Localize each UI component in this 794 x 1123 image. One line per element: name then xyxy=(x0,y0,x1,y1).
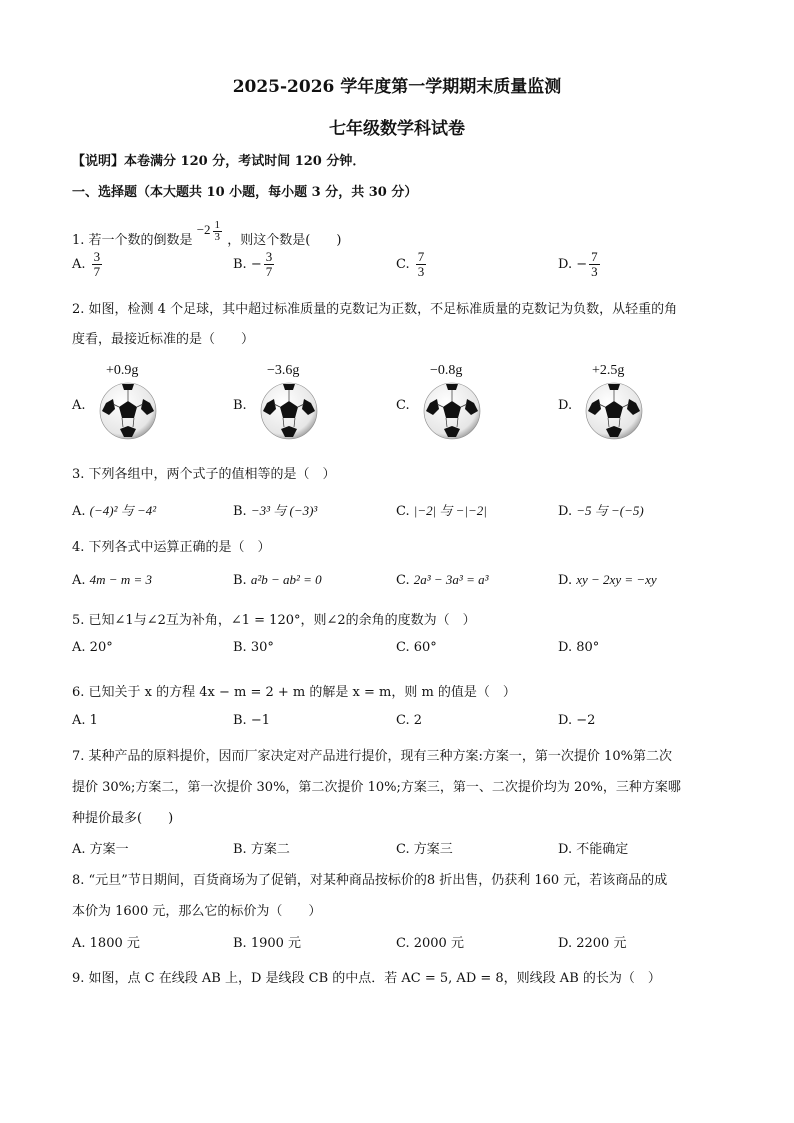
question-2-option-c-weight: −0.8g xyxy=(430,363,463,378)
exam-subtitle: 七年级数学科试卷 xyxy=(329,119,465,139)
question-5-option-c[interactable]: C. 60° xyxy=(396,640,437,655)
question-5-option-d[interactable]: D. 80° xyxy=(558,640,600,655)
question-3-option-a[interactable]: A. (−4)² 与 −4² xyxy=(72,503,157,519)
question-8-option-c[interactable]: C. 2000 元 xyxy=(396,936,464,951)
question-2-option-c-letter[interactable]: C. xyxy=(396,398,410,413)
question-2-line-1: 2. 如图，检测 4 个足球，其中超过标准质量的克数记为正数，不足标准质量的克数记为负数，从轻重的角 xyxy=(72,302,678,317)
question-6-option-c[interactable]: C. 2 xyxy=(396,713,423,728)
question-2-option-d-weight: +2.5g xyxy=(592,363,625,378)
question-6-stem: 6. 已知关于 x 的方程 4x − m = 2 + m 的解是 x = m，则 m 的值是（ ） xyxy=(72,685,516,700)
question-3-option-d[interactable]: D. −5 与 −(−5) xyxy=(558,503,644,519)
question-5-option-b[interactable]: B. 30° xyxy=(233,640,274,655)
question-3-option-b[interactable]: B. −3³ 与 (−3)³ xyxy=(233,503,318,519)
question-2-option-a-letter[interactable]: A. xyxy=(72,398,86,413)
question-6-option-a[interactable]: A. 1 xyxy=(72,713,98,728)
question-7-option-d[interactable]: D. 不能确定 xyxy=(558,842,629,857)
question-2-option-b-weight: −3.6g xyxy=(267,363,300,378)
exam-title: 2025-2026 学年度第一学期期末质量监测 xyxy=(232,77,562,97)
question-7-option-b[interactable]: B. 方案二 xyxy=(233,842,290,857)
question-4-option-a[interactable]: A. 4m − m = 3 xyxy=(72,572,152,588)
question-2-option-d-letter[interactable]: D. xyxy=(558,398,573,413)
question-4-option-d[interactable]: D. xy − 2xy = −xy xyxy=(558,572,657,588)
question-8-option-d[interactable]: D. 2200 元 xyxy=(558,936,627,951)
question-2-option-a-weight: +0.9g xyxy=(106,363,139,378)
question-8-option-a[interactable]: A. 1800 元 xyxy=(72,936,140,951)
question-7-option-c[interactable]: C. 方案三 xyxy=(396,842,453,857)
question-1-option-c[interactable]: C. $\frac{7}{3}$ xyxy=(396,249,425,279)
question-2-line-2: 度看，最接近标准的是（ ） xyxy=(72,332,255,347)
question-1-stem: 1. 若一个数的倒数是 −2 $\frac{1}{3}$ ，则这个数是( ) xyxy=(72,218,342,248)
question-7-line-3: 种提价最多( ) xyxy=(72,811,174,826)
question-5-option-a[interactable]: A. 20° xyxy=(72,640,113,655)
question-1-option-b[interactable]: B. − $\frac{3}{7}$ xyxy=(233,249,273,279)
question-8-line-1: 8. “元旦”节日期间，百货商场为了促销，对某种商品按标价的8 折出售，仍获利 160 元，若该商品的成 xyxy=(72,873,668,888)
football-icon xyxy=(422,381,482,441)
football-icon xyxy=(584,381,644,441)
question-7-line-1: 7. 某种产品的原料提价，因而厂家决定对产品进行提价，现有三种方案:方案一，第一次提价 10%第二次 xyxy=(72,749,672,764)
question-2-option-b-letter[interactable]: B. xyxy=(233,398,247,413)
question-8-line-2: 本价为 1600 元，那么它的标价为（ ） xyxy=(72,904,322,919)
question-4-option-c[interactable]: C. 2a³ − 3a³ = a³ xyxy=(396,572,489,588)
question-9-stem: 9. 如图，点 C 在线段 AB 上，D 是线段 CB 的中点．若 AC = 5, AD = 8，则线段 AB 的长为（ ） xyxy=(72,971,661,986)
question-3-stem: 3. 下列各组中，两个式子的值相等的是（ ） xyxy=(72,467,336,482)
question-6-option-b[interactable]: B. −1 xyxy=(233,713,270,728)
mixed-number: −2 $\frac{1}{3}$ xyxy=(196,218,221,243)
football-icon xyxy=(259,381,319,441)
question-7-option-a[interactable]: A. 方案一 xyxy=(72,842,129,857)
exam-note: 【说明】本卷满分 120 分，考试时间 120 分钟． xyxy=(72,154,366,169)
question-1-option-a[interactable]: A. $\frac{3}{7}$ xyxy=(72,249,101,279)
football-icon xyxy=(98,381,158,441)
question-4-option-b[interactable]: B. a²b − ab² = 0 xyxy=(233,572,322,588)
question-6-option-d[interactable]: D. −2 xyxy=(558,713,596,728)
question-7-line-2: 提价 30%;方案二，第一次提价 30%，第二次提价 10%;方案三，第一、二次提价均为 20%，三种方案哪 xyxy=(72,780,681,795)
question-1-option-d[interactable]: D. − $\frac{7}{3}$ xyxy=(558,249,598,279)
question-4-stem: 4. 下列各式中运算正确的是（ ） xyxy=(72,540,271,555)
question-8-option-b[interactable]: B. 1900 元 xyxy=(233,936,302,951)
section-heading: 一、选择题（本大题共 10 小题，每小题 3 分，共 30 分） xyxy=(72,185,418,200)
question-3-option-c[interactable]: C. |−2| 与 −|−2| xyxy=(396,503,487,519)
question-5-stem: 5. 已知∠1与∠2互为补角，∠1 = 120°，则∠2的余角的度数为（ ） xyxy=(72,613,476,628)
